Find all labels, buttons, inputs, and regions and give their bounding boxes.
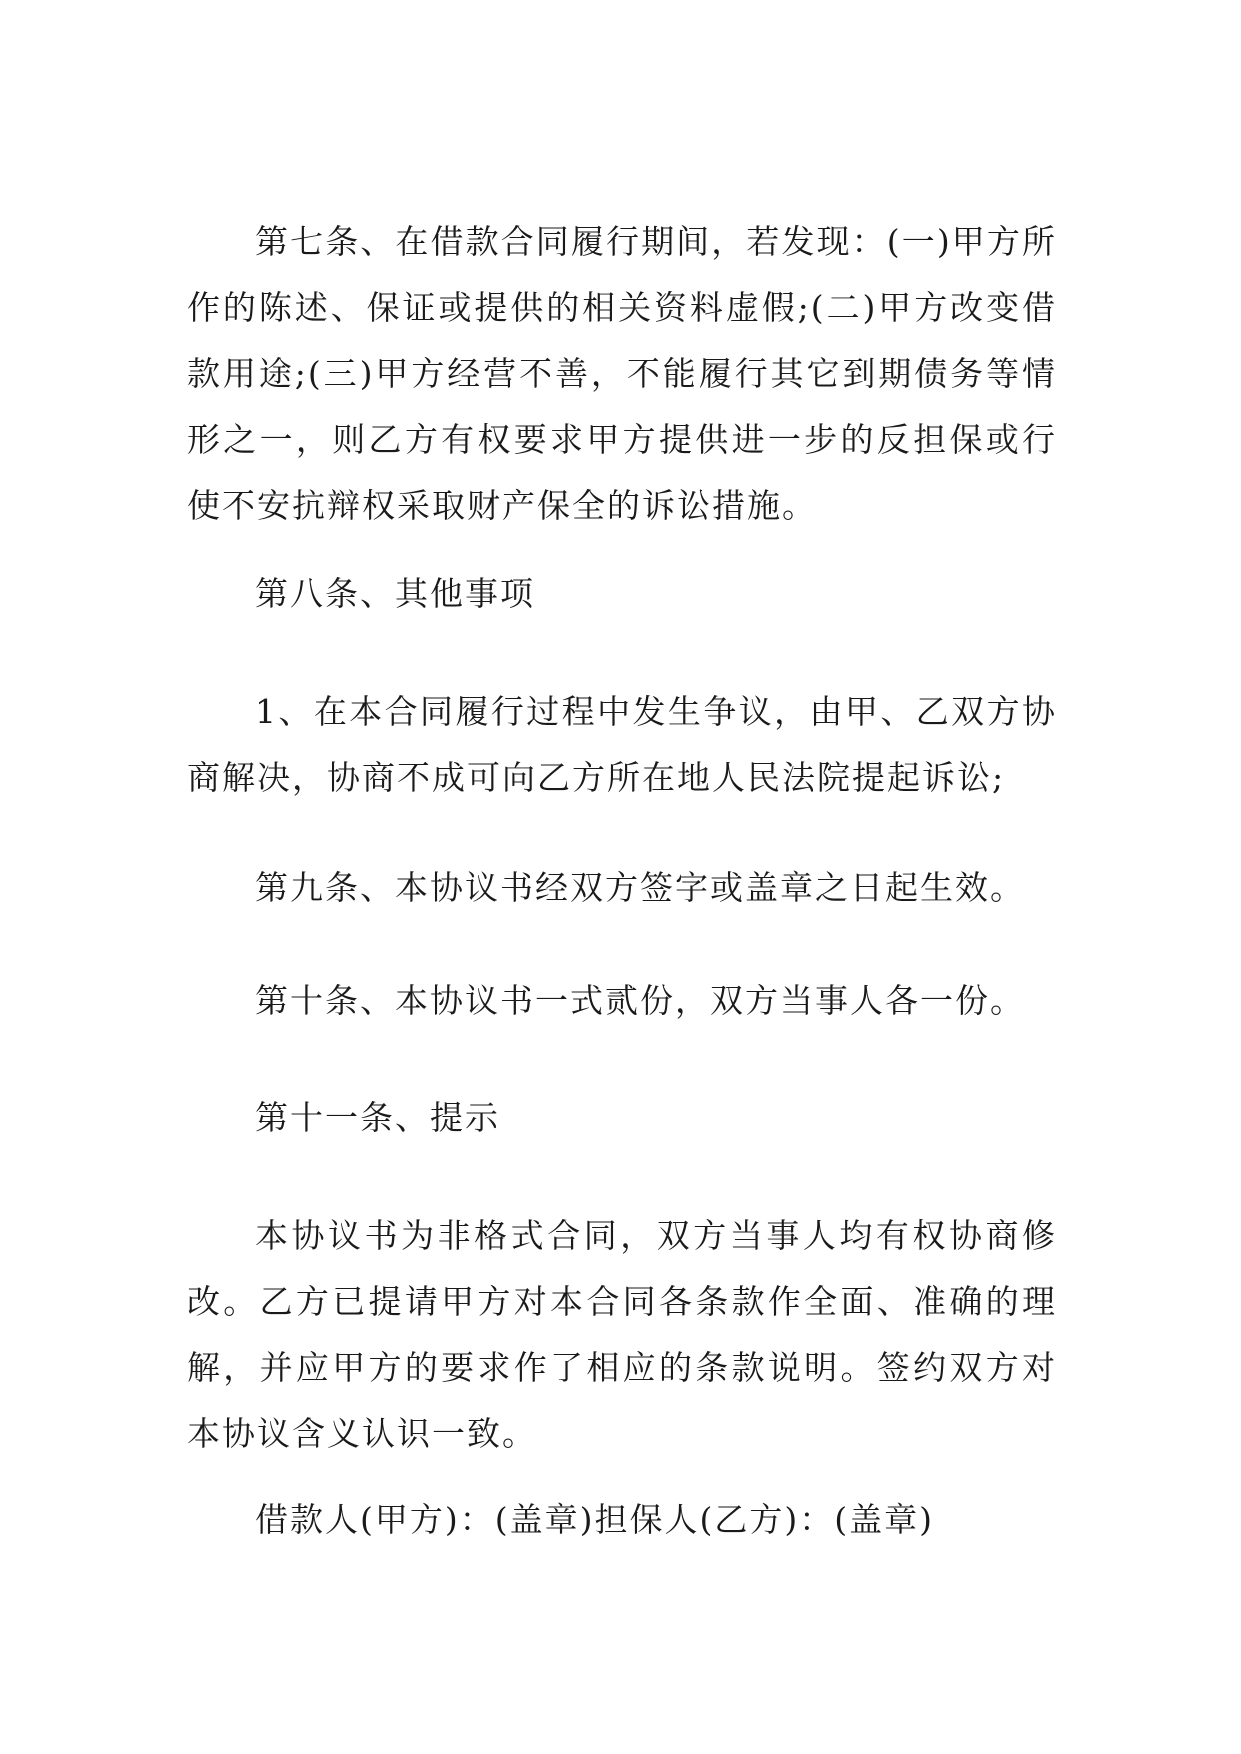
- article-11-heading: 第十一条、提示: [255, 1098, 500, 1137]
- article-7-paragraph: 第七条、在借款合同履行期间，若发现：(一)甲方所作的陈述、保证或提供的相关资料虚假;(二)甲方改变借款用途;(三)甲方经营不善，不能履行其它到期债务等情形之一，则乙方有权要求甲方提供进一步的反担保或行使不安抗辩权采取财产保全的诉讼措施。: [187, 222, 1057, 525]
- article-10-paragraph: 第十条、本协议书一式贰份，双方当事人各一份。: [255, 981, 1025, 1020]
- article-8-item-1: 1、在本合同履行过程中发生争议，由甲、乙双方协商解决，协商不成可向乙方所在地人民法院提起诉讼;: [187, 692, 1057, 797]
- signature-line: 借款人(甲方)：(盖章)担保人(乙方)：(盖章): [255, 1500, 934, 1539]
- article-8-heading: 第八条、其他事项: [255, 574, 535, 613]
- notice-paragraph: 本协议书为非格式合同，双方当事人均有权协商修改。乙方已提请甲方对本合同各条款作全面、准确的理解，并应甲方的要求作了相应的条款说明。签约双方对本协议含义认识一致。: [187, 1216, 1057, 1453]
- article-9-paragraph: 第九条、本协议书经双方签字或盖章之日起生效。: [255, 868, 1025, 907]
